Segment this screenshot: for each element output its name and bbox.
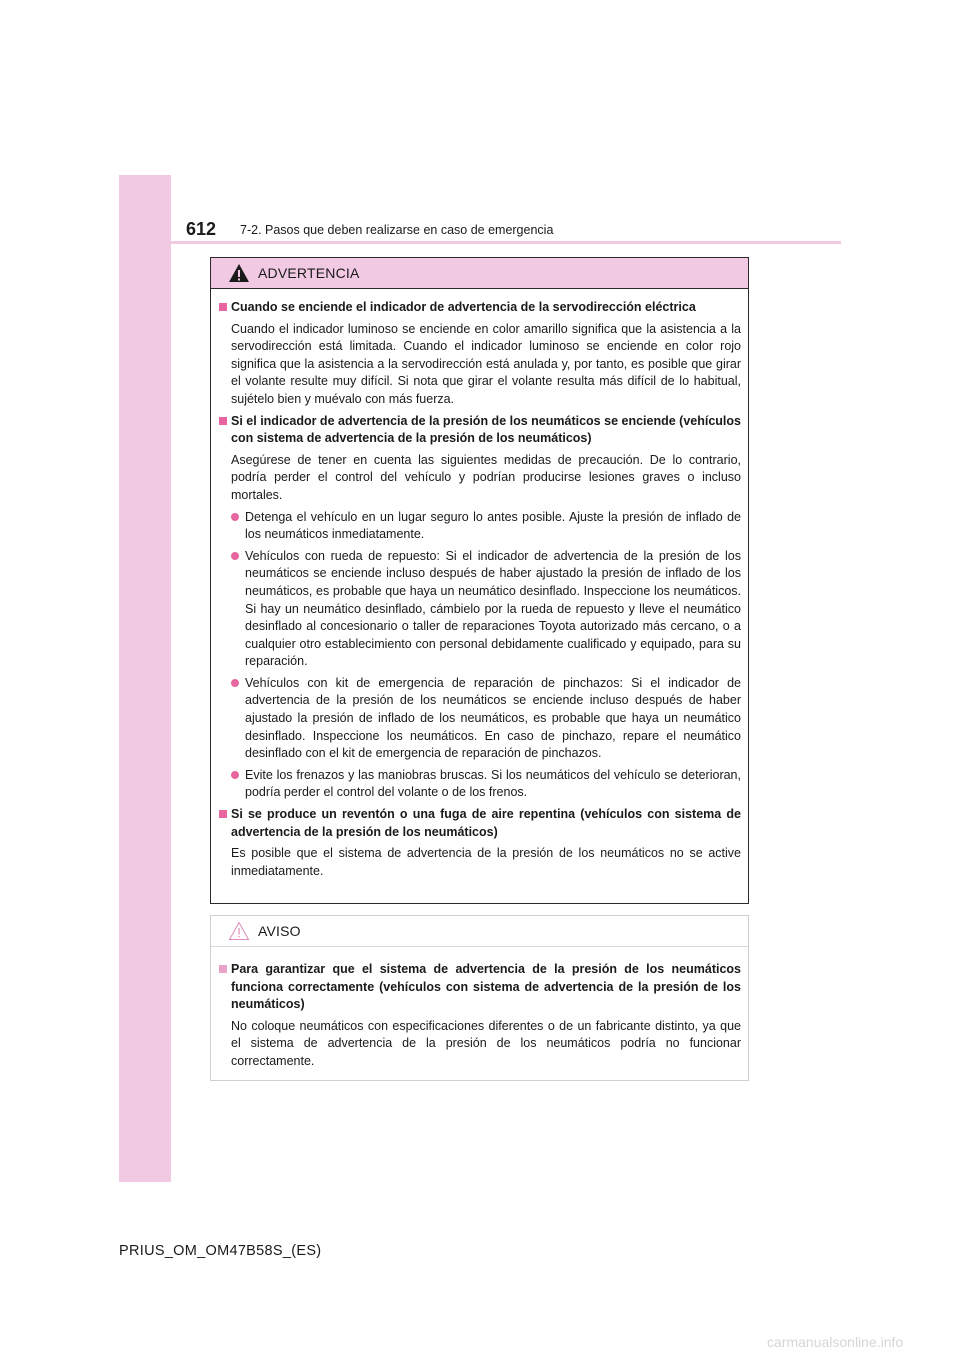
circle-bullet-icon bbox=[231, 552, 239, 560]
item-paragraph: Asegúrese de tener en cuenta las siguientes medidas de precaución. De lo contrario, podría perder el control del vehículo y podrían producirse lesiones graves o incluso mortales. bbox=[231, 452, 741, 502]
item-title: Si el indicador de advertencia de la presión de los neumáticos se enciende (vehículos con sistema de advertencia de la presión de los neumáticos) bbox=[231, 413, 741, 446]
section-title: 7-2. Pasos que deben realizarse en caso de emergencia bbox=[240, 223, 554, 237]
item-title: Para garantizar que el sistema de advertencia de la presión de los neumáticos funciona correctamente (vehículos con sistema de advertencia de la presión de los neumáticos) bbox=[231, 962, 741, 1012]
watermark: carmanualsonline.info bbox=[767, 1334, 904, 1350]
side-margin-band bbox=[119, 175, 171, 1182]
list-item-text: Vehículos con rueda de repuesto: Si el indicador de advertencia de la presión de los neumáticos se enciende incluso después de haber ajustado la presión de inflado de los neumáticos, es probable que haya un neumático desinflado. Inspeccione los neumáticos. Si hay un neumático desinflado, cámbielo por la rueda de repuesto y lleve el neumático desinflado al concesionario o taller de reparaciones Toyota autorizado más cercano, o a cualquier otro establecimiento con personal debidamente cualificado y equipado, para su reparación. bbox=[245, 548, 741, 669]
notice-box bbox=[210, 915, 749, 1081]
document-code: PRIUS_OM_OM47B58S_(ES) bbox=[119, 1243, 322, 1259]
caution-triangle-icon bbox=[228, 921, 250, 941]
header-rule bbox=[119, 241, 841, 244]
page-number: 612 bbox=[186, 219, 217, 239]
circle-bullet-icon bbox=[231, 679, 239, 687]
list-item bbox=[231, 767, 741, 802]
list-item bbox=[231, 675, 741, 763]
square-bullet-icon bbox=[219, 303, 227, 311]
list-item-text: Evite los frenazos y las maniobras bruscas. Si los neumáticos del vehículo se deterioran, podría perder el control del volante o de los frenos. bbox=[245, 767, 741, 800]
square-bullet-icon bbox=[219, 810, 227, 818]
warning-box bbox=[210, 257, 749, 904]
warning-header bbox=[211, 258, 748, 289]
circle-bullet-icon bbox=[231, 513, 239, 521]
notice-item bbox=[219, 961, 741, 1071]
warning-body bbox=[211, 289, 748, 880]
list-item bbox=[231, 509, 741, 544]
warning-title: ADVERTENCIA bbox=[258, 265, 360, 281]
item-title: Cuando se enciende el indicador de advertencia de la servodirección eléctrica bbox=[231, 300, 696, 314]
warning-item bbox=[219, 299, 741, 409]
list-item-text: Detenga el vehículo en un lugar seguro lo antes posible. Ajuste la presión de inflado de los neumáticos inmediatamente. bbox=[245, 509, 741, 542]
item-paragraph: Es posible que el sistema de advertencia de la presión de los neumáticos no se active inmediatamente. bbox=[231, 846, 741, 878]
item-paragraph: No coloque neumáticos con especificaciones diferentes o de un fabricante distinto, ya que el sistema de advertencia de la presión de los neumáticos podría no funcionar correctamente. bbox=[231, 1018, 741, 1068]
list-item-text: Vehículos con kit de emergencia de reparación de pinchazos: Si el indicador de advertencia de la presión de los neumáticos se enciende incluso después de haber ajustado la presión de inflado de los neumáticos, es probable que haya un neumático desinflado. Inspeccione los neumáticos. En caso de pinchazo, repare el neumático desinflado con el kit de emergencia de reparación de pinchazos. bbox=[245, 675, 741, 761]
circle-bullet-icon bbox=[231, 771, 239, 779]
square-bullet-icon bbox=[219, 417, 227, 425]
notice-body bbox=[211, 947, 748, 1071]
notice-title: AVISO bbox=[258, 923, 301, 939]
warning-item bbox=[219, 413, 741, 802]
list-item bbox=[231, 548, 741, 671]
warning-item bbox=[219, 806, 741, 880]
notice-header bbox=[211, 916, 748, 947]
square-bullet-icon bbox=[219, 965, 227, 973]
item-title: Si se produce un reventón o una fuga de aire repentina (vehículos con sistema de advertencia de la presión de los neumáticos) bbox=[231, 807, 741, 839]
item-paragraph: Cuando el indicador luminoso se enciende en color amarillo significa que la asistencia a la servodirección está limitada. Cuando el indicador luminoso se enciende en color rojo significa que la asistencia a la servodirección está anulada y, por tanto, es posible que girar el volante resulte muy difícil. Si nota que girar el volante resulta más difícil de lo habitual, sujételo bien y muévalo con más fuerza. bbox=[231, 321, 741, 406]
warning-triangle-icon bbox=[228, 263, 250, 283]
